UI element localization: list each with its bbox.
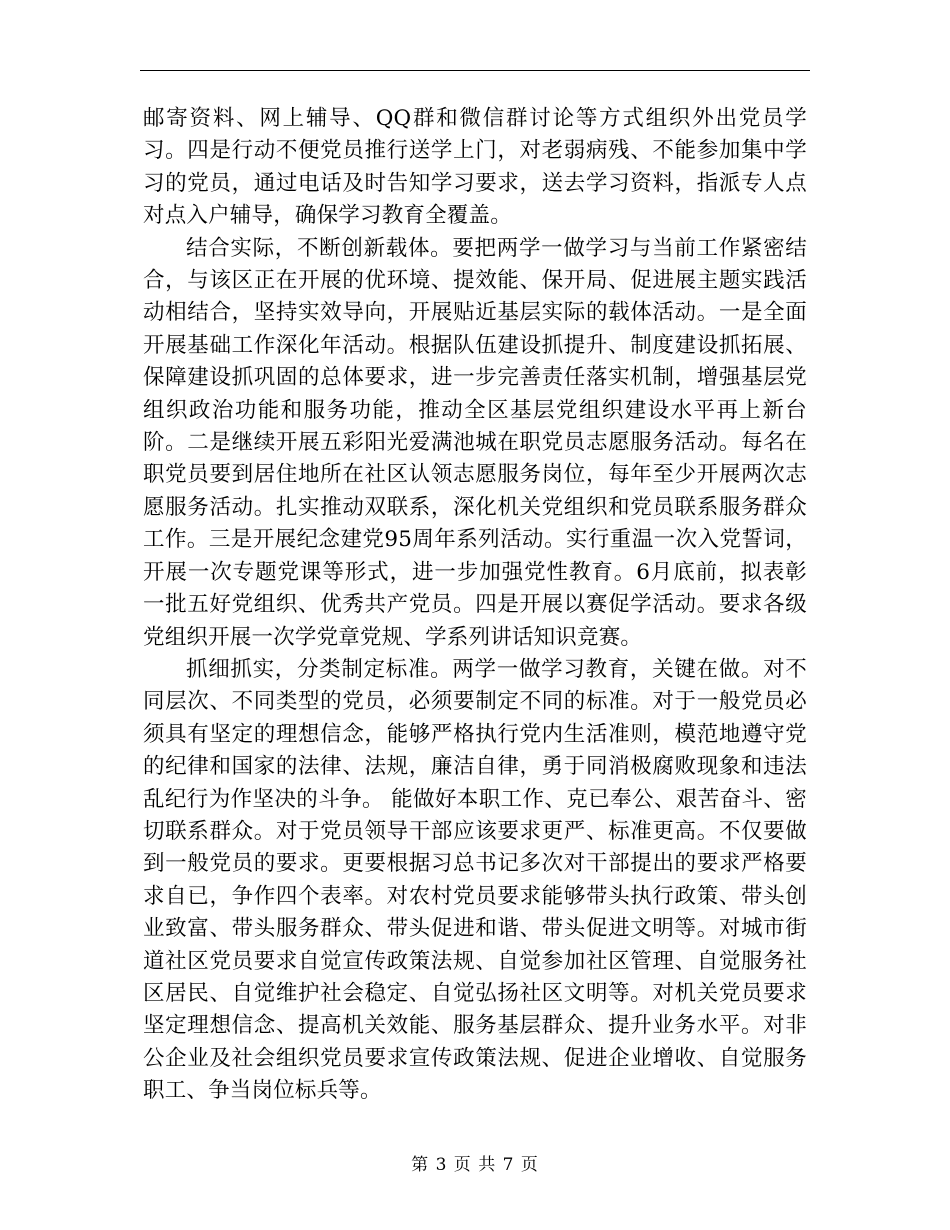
header-rule [140,70,810,71]
body-text [143,103,807,1108]
paragraph-1: 邮寄资料、网上辅导、QQ群和微信群讨论等方式组织外出党员学习。四是行动不便党员推行送学上门，对老弱病残、不能参加集中学习的党员，通过电话及时告知学习要求，送去学习资料，指派专人点对点入户辅导，确保学习教育全覆盖。 [143,106,807,229]
paragraph-3: 抓细抓实，分类制定标准。两学一做学习教育，关键在做。对不同层次、不同类型的党员，必须要制定不同的标准。对于一般党员必须具有坚定的理想信念，能够严格执行党内生活准则，模范地遵守党的纪律和国家的法律、法规，廉洁自律，勇于同消极腐败现象和违法乱纪行为作坚决的斗争。 能做好本职工作、克已奉公、艰苦奋斗、密切联系群众。对于党员领导干部应该要求更严、标准更高。不仅要做到一般党员的要求。更要根据习总书记多次对干部提出的要求严格要求自已，争作四个表率。对农村党员要求能够带头执行政策、带头创业致富、带头服务群众、带头促进和谐、带头促进文明等。对城市街道社区党员要求自觉宣传政策法规、自觉参加社区管理、自觉服务社区居民、自觉维护社会稳定、自觉弘扬社区文明等。对机关党员要求坚定理想信念、提高机关效能、服务基层群众、提升业务水平。对非公企业及社会组织党员要求宣传政策法规、促进企业增收、自觉服务职工、争当岗位标兵等。 [143,656,807,1104]
paragraph-2: 结合实际，不断创新载体。要把两学一做学习与当前工作紧密结合，与该区正在开展的优环境、提效能、保开局、促进展主题实践活动相结合，坚持实效导向，开展贴近基层实际的载体活动。一是全面开展基础工作深化年活动。根据队伍建设抓提升、制度建设抓拓展、保障建设抓巩固的总体要求，进一步完善责任落实机制，增强基层党组织政治功能和服务功能，推动全区基层党组织建设水平再上新台阶。二是继续开展五彩阳光爱满池城在职党员志愿服务活动。每名在职党员要到居住地所在社区认领志愿服务岗位，每年至少开展两次志愿服务活动。扎实推动双联系，深化机关党组织和党员联系服务群众工作。三是开展纪念建党95周年系列活动。实行重温一次入党誓词，开展一次专题党课等形式，进一步加强党性教育。6月底前，拟表彰一批五好党组织、优秀共产党员。四是开展以赛促学活动。要求各级党组织开展一次学党章党规、学系列讲话知识竞赛。 [143,235,807,650]
page-number-footer: 第 3 页 共 7 页 [411,1155,539,1175]
